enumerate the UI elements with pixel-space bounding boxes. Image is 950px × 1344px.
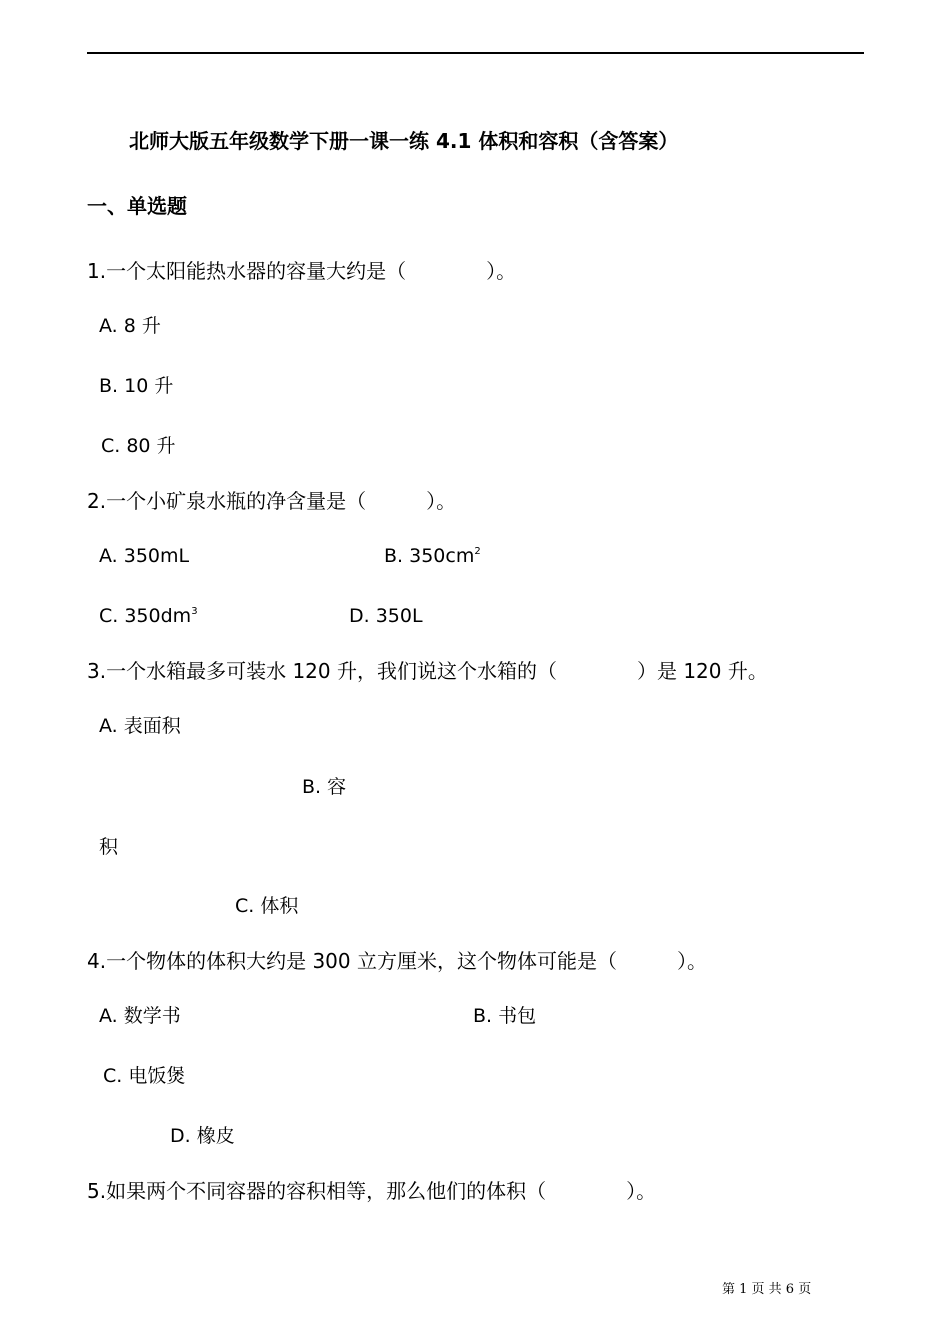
- question-2-option-b: [384, 544, 481, 568]
- question-1-option-a: A. 8 升: [99, 315, 161, 337]
- question-3-option-c: C. 体积: [235, 895, 299, 917]
- question-3-option-b: B. 容: [302, 776, 347, 798]
- page-number-footer: 第 1 页 共 6 页: [722, 1282, 812, 1297]
- section-heading: 一、单选题: [87, 194, 187, 218]
- header-rule: [87, 52, 864, 54]
- question-3-option-a: A. 表面积: [99, 715, 181, 737]
- question-3-stem: 3.一个水箱最多可装水 120 升，我们说这个水箱的（ ）是 120 升。: [87, 659, 768, 683]
- question-2-stem: 2.一个小矿泉水瓶的净含量是（ ）。: [87, 489, 457, 513]
- question-1-option-b: B. 10 升: [99, 375, 174, 397]
- question-3-option-b-wrap: 积: [99, 836, 119, 858]
- option-text: B. 350cm: [384, 545, 475, 567]
- question-4-stem: 4.一个物体的体积大约是 300 立方厘米，这个物体可能是（ ）。: [87, 949, 707, 973]
- superscript: 3: [191, 606, 198, 617]
- superscript: 2: [474, 546, 481, 557]
- question-4-option-d: D. 橡皮: [170, 1125, 235, 1147]
- question-2-option-d: [349, 604, 423, 628]
- question-4-option-b: B. 书包: [473, 1005, 537, 1027]
- question-1-option-c: C. 80 升: [101, 435, 176, 457]
- option-text: C. 350dm: [99, 605, 192, 627]
- question-2-option-c: [99, 604, 198, 628]
- question-4-option-c: C. 电饭煲: [103, 1065, 186, 1087]
- question-2-option-a: [99, 544, 189, 568]
- option-text: A. 350mL: [99, 545, 190, 567]
- option-text: D. 350L: [349, 605, 423, 627]
- document-title: 北师大版五年级数学下册一课一练 4.1 体积和容积（含答案）: [129, 129, 679, 153]
- question-4-option-a: A. 数学书: [99, 1005, 181, 1027]
- question-5-stem: 5.如果两个不同容器的容积相等，那么他们的体积（ ）。: [87, 1179, 657, 1203]
- question-1-stem: 1.一个太阳能热水器的容量大约是（ ）。: [87, 259, 517, 283]
